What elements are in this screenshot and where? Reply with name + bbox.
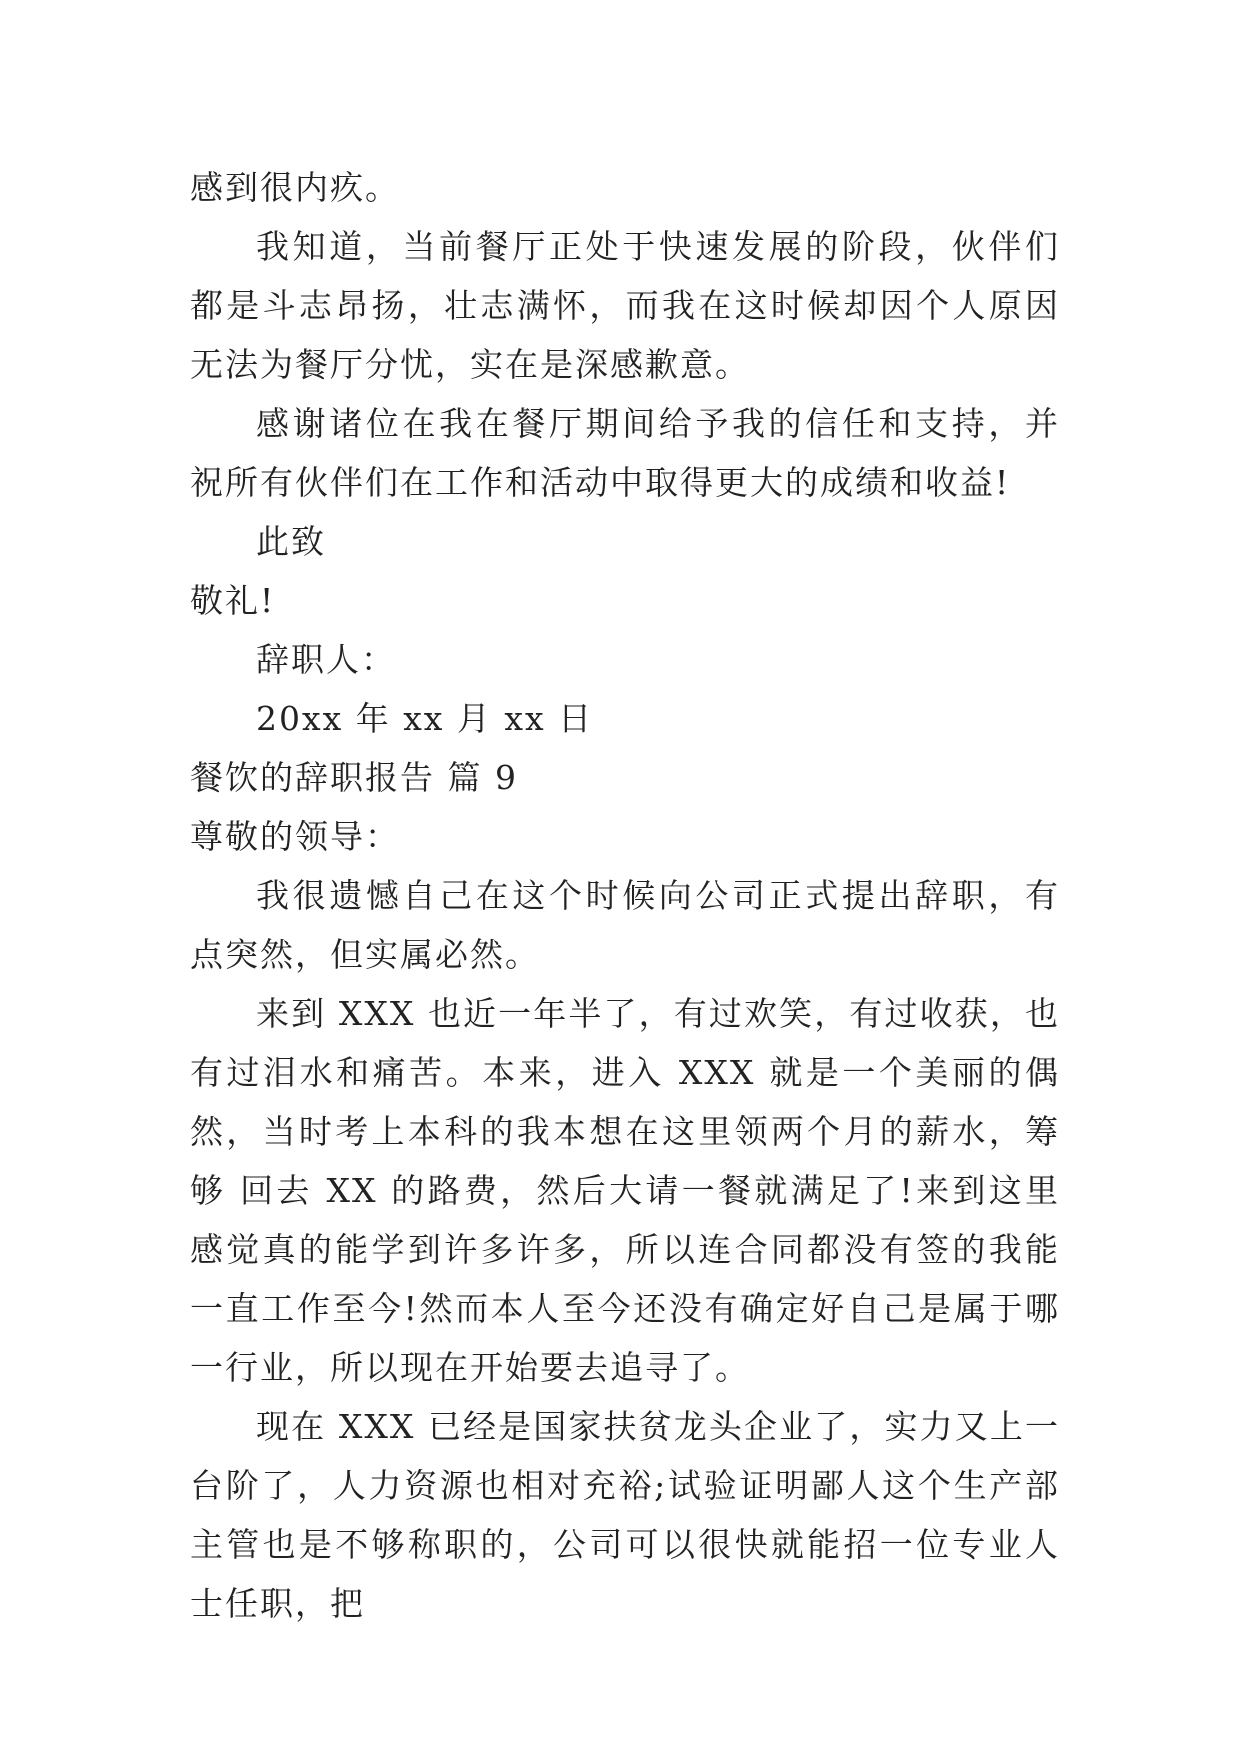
letter-greeting: 尊敬的领导： (190, 817, 400, 856)
signature-date: 20xx 年 xx 月 xx 日 (256, 699, 594, 738)
paragraph-3: 感谢诸位在我在餐厅期间给予我的信任和支持，并祝所有伙伴们在工作和活动中取得更大的成绩和收益! (190, 404, 1060, 502)
paragraph-4: 我很遗憾自己在这个时候向公司正式提出辞职，有点突然，但实属必然。 (190, 876, 1060, 974)
paragraph-5: 来到 XXX 也近一年半了，有过欢笑，有过收获，也有过泪水和痛苦。本来，进入 XXX 就是一个美丽的偶然，当时考上本科的我本想在这里领两个月的薪水，筹够 回去 XX 的路费，然后大请一餐就满足了!来到这里感觉真的能学到许多许多，所以连合同都没有签的我能一直工作至今!然而本人至今还没有确定好自己是属于哪一行业，所以现在开始要去追寻了。 (190, 994, 1060, 1387)
paragraph-6: 现在 XXX 已经是国家扶贫龙头企业了，实力又上一台阶了，人力资源也相对充裕;试验证明鄙人这个生产部主管也是不够称职的，公司可以很快就能招一位专业人士任职，把 (190, 1407, 1060, 1623)
paragraph-1: 感到很内疚。 (190, 168, 400, 207)
closing-regards: 敬礼! (190, 581, 276, 620)
document-body (190, 158, 1060, 1633)
signature-label: 辞职人： (256, 640, 396, 679)
closing-salutation: 此致 (256, 522, 326, 561)
section-heading: 餐饮的辞职报告 篇 9 (190, 758, 518, 797)
paragraph-2: 我知道，当前餐厅正处于快速发展的阶段，伙伴们都是斗志昂扬，壮志满怀，而我在这时候却因个人原因无法为餐厅分忧，实在是深感歉意。 (190, 227, 1060, 384)
